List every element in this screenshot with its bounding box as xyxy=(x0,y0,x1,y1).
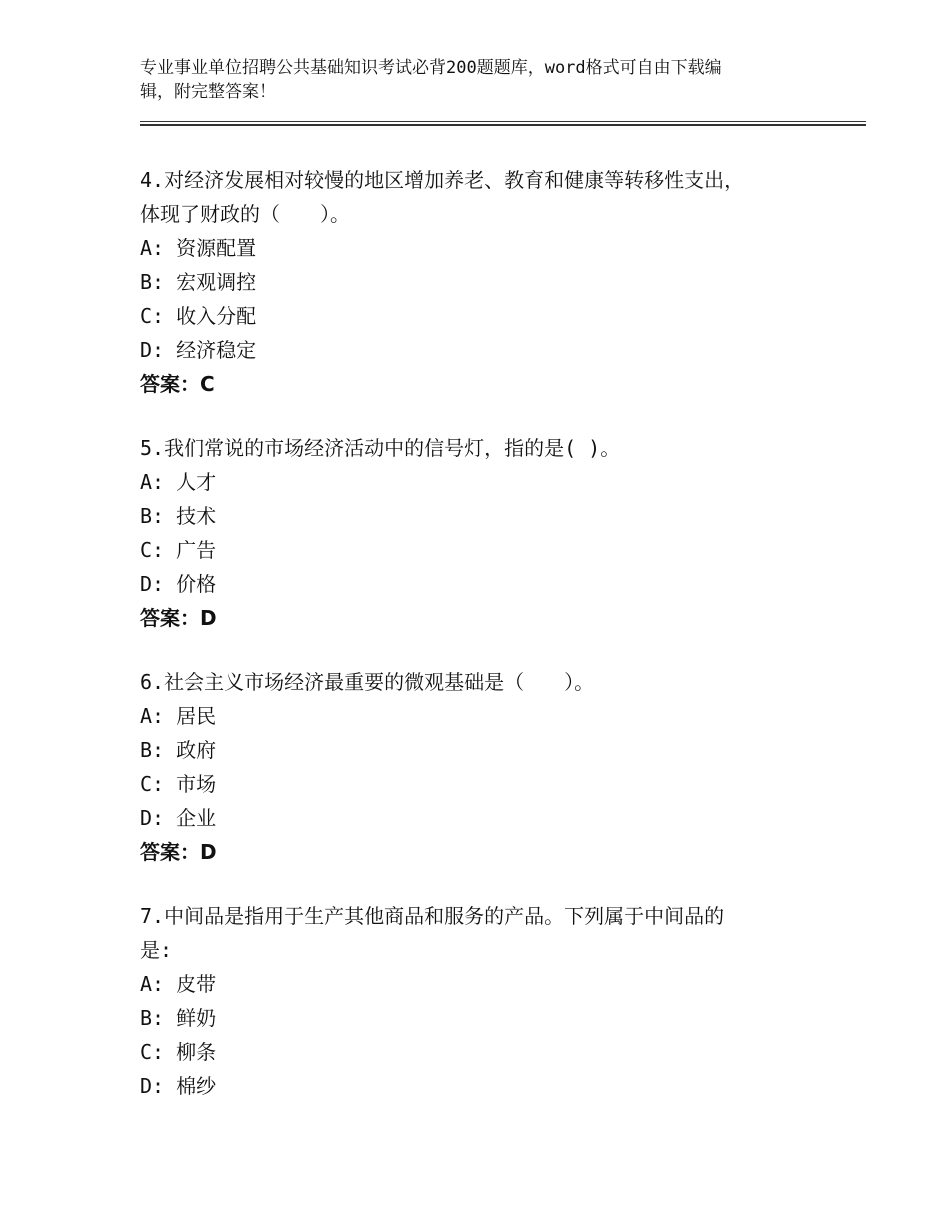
option-a: A: 皮带 xyxy=(140,972,217,996)
question-list xyxy=(140,163,800,1133)
header-title-line-2: 辑，附完整答案！ xyxy=(140,82,276,102)
option-b: B: 宏观调控 xyxy=(140,270,257,294)
header-title-line-1: 专业事业单位招聘公共基础知识考试必背200题题库，word格式可自由下载编 xyxy=(140,58,722,78)
option-d: D: 价格 xyxy=(140,572,217,596)
question-item xyxy=(140,163,800,401)
document-header xyxy=(140,56,790,104)
option-b: B: 政府 xyxy=(140,738,217,762)
option-c: C: 收入分配 xyxy=(140,304,257,328)
option-b: B: 鲜奶 xyxy=(140,1006,217,1030)
header-divider xyxy=(140,121,866,126)
option-b: B: 技术 xyxy=(140,504,217,528)
option-d: D: 经济稳定 xyxy=(140,338,257,362)
option-c: C: 市场 xyxy=(140,772,217,796)
question-stem-line: 4.对经济发展相对较慢的地区增加养老、教育和健康等转移性支出， xyxy=(140,168,745,192)
question-stem-line: 7.中间品是指用于生产其他商品和服务的产品。下列属于中间品的 xyxy=(140,904,725,928)
answer-label: 答案：C xyxy=(140,372,215,396)
question-item xyxy=(140,431,800,635)
option-a: A: 居民 xyxy=(140,704,217,728)
question-stem-line: 是: xyxy=(140,938,173,962)
question-stem-line: 6.社会主义市场经济最重要的微观基础是（ ）。 xyxy=(140,670,595,694)
option-a: A: 人才 xyxy=(140,470,217,494)
option-d: D: 棉纱 xyxy=(140,1074,217,1098)
question-stem-line: 5.我们常说的市场经济活动中的信号灯，指的是( )。 xyxy=(140,436,621,460)
answer-label: 答案：D xyxy=(140,840,217,864)
option-c: C: 广告 xyxy=(140,538,217,562)
option-d: D: 企业 xyxy=(140,806,217,830)
question-item xyxy=(140,665,800,869)
question-stem-line: 体现了财政的（ ）。 xyxy=(140,202,350,226)
divider-thick-line xyxy=(140,124,866,126)
option-c: C: 柳条 xyxy=(140,1040,217,1064)
answer-label: 答案：D xyxy=(140,606,217,630)
question-item xyxy=(140,899,800,1103)
option-a: A: 资源配置 xyxy=(140,236,257,260)
divider-thin-line xyxy=(140,121,866,122)
